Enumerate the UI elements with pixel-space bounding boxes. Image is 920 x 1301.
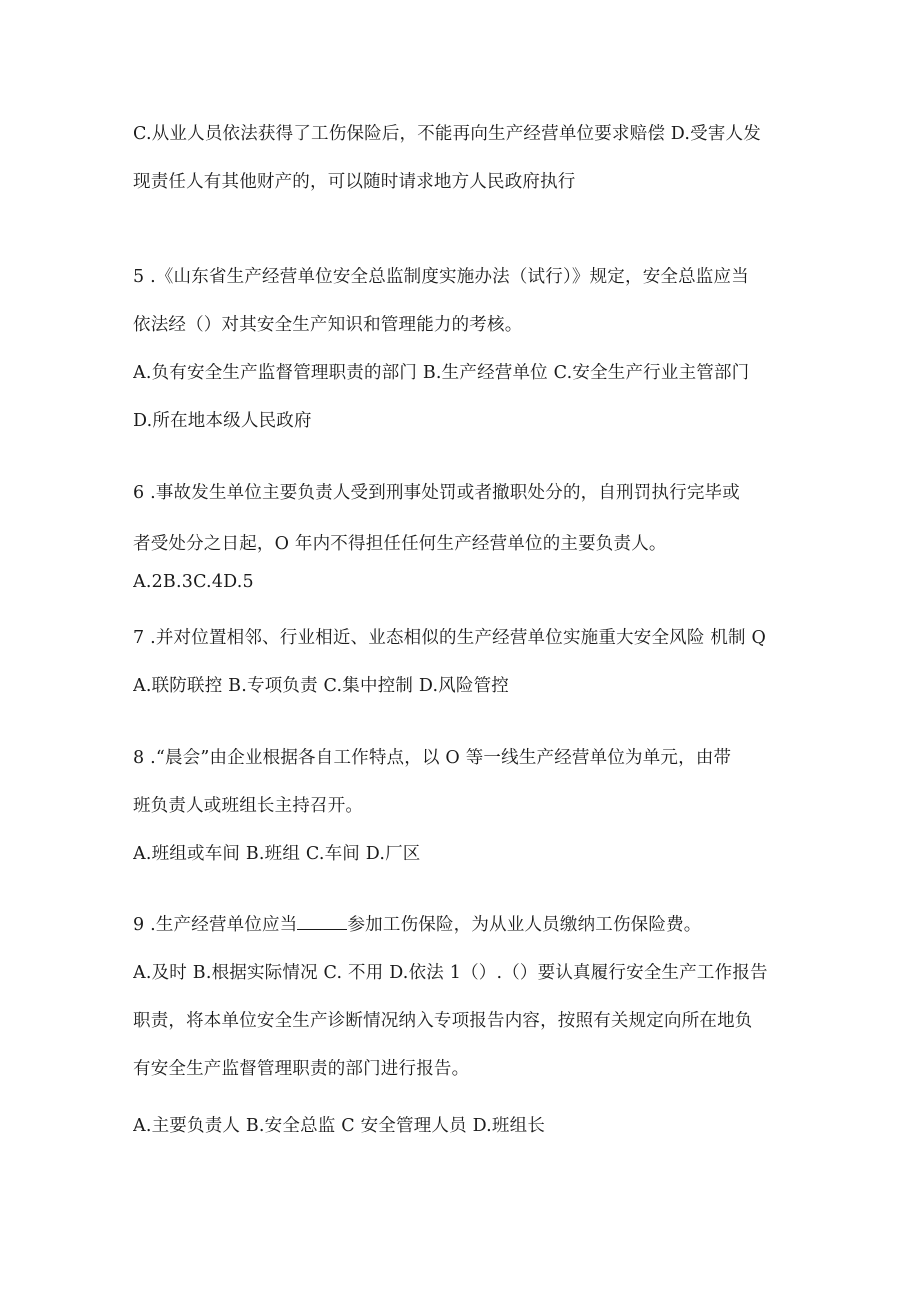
question-7-options: A.联防联控 B.专项负责 C.集中控制 D.风险管控	[133, 676, 510, 696]
question-9-stem	[133, 913, 793, 937]
question-5-stem: 5 .《山东省生产经营单位安全总监制度实施办法（试行）》规定，安全总监应当	[133, 267, 749, 287]
question-10-stem-end: 有安全生产监督管理职责的部门进行报告。	[133, 1059, 470, 1079]
text-line-q4-option-d: 现责任人有其他财产的，可以随时请求地方人民政府执行	[133, 172, 576, 192]
question-9-suffix: 参加工伤保险，为从业人员缴纳工伤保险费。	[347, 915, 702, 935]
question-6-options: A.2B.3C.4D.5	[133, 572, 254, 592]
question-8-options: A.班组或车间 B.班组 C.车间 D.厂区	[133, 844, 421, 864]
question-7-stem: 7 .并对位置相邻、行业相近、业态相似的生产经营单位实施重大安全风险 机制 Q	[133, 628, 767, 648]
question-9-options: A.及时 B.根据实际情况 C. 不用 D.依法 1（）.（）要认真履行安全生产工作报告	[133, 963, 768, 983]
question-6-stem: 6 .事故发生单位主要负责人受到刑事处罚或者撤职处分的，自刑罚执行完毕或	[133, 483, 740, 503]
question-5-options-cont: D.所在地本级人民政府	[133, 411, 312, 431]
question-8-stem: 8 .“晨会”由企业根据各自工作特点，以 O 等一线生产经营单位为单元，由带	[133, 748, 732, 768]
question-9-prefix: 9 .生产经营单位应当	[133, 915, 298, 935]
question-8-stem-cont: 班负责人或班组长主持召开。	[133, 796, 364, 816]
text-line-q4-option-c: C.从业人员依法获得了工伤保险后，不能再向生产经营单位要求赔偿 D.受害人发	[133, 124, 761, 144]
question-10-options: A.主要负责人 B.安全总监 C 安全管理人员 D.班组长	[133, 1116, 546, 1136]
question-10-stem-cont: 职责，将本单位安全生产诊断情况纳入专项报告内容，按照有关规定向所在地负	[133, 1011, 753, 1031]
answer-blank	[297, 915, 347, 930]
question-6-stem-cont: 者受处分之日起，O 年内不得担任任何生产经营单位的主要负责人。	[133, 534, 667, 554]
question-5-stem-cont: 依法经（）对其安全生产知识和管理能力的考核。	[133, 315, 523, 335]
question-5-options: A.负有安全生产监督管理职责的部门 B.生产经营单位 C.安全生产行业主管部门	[133, 363, 750, 383]
